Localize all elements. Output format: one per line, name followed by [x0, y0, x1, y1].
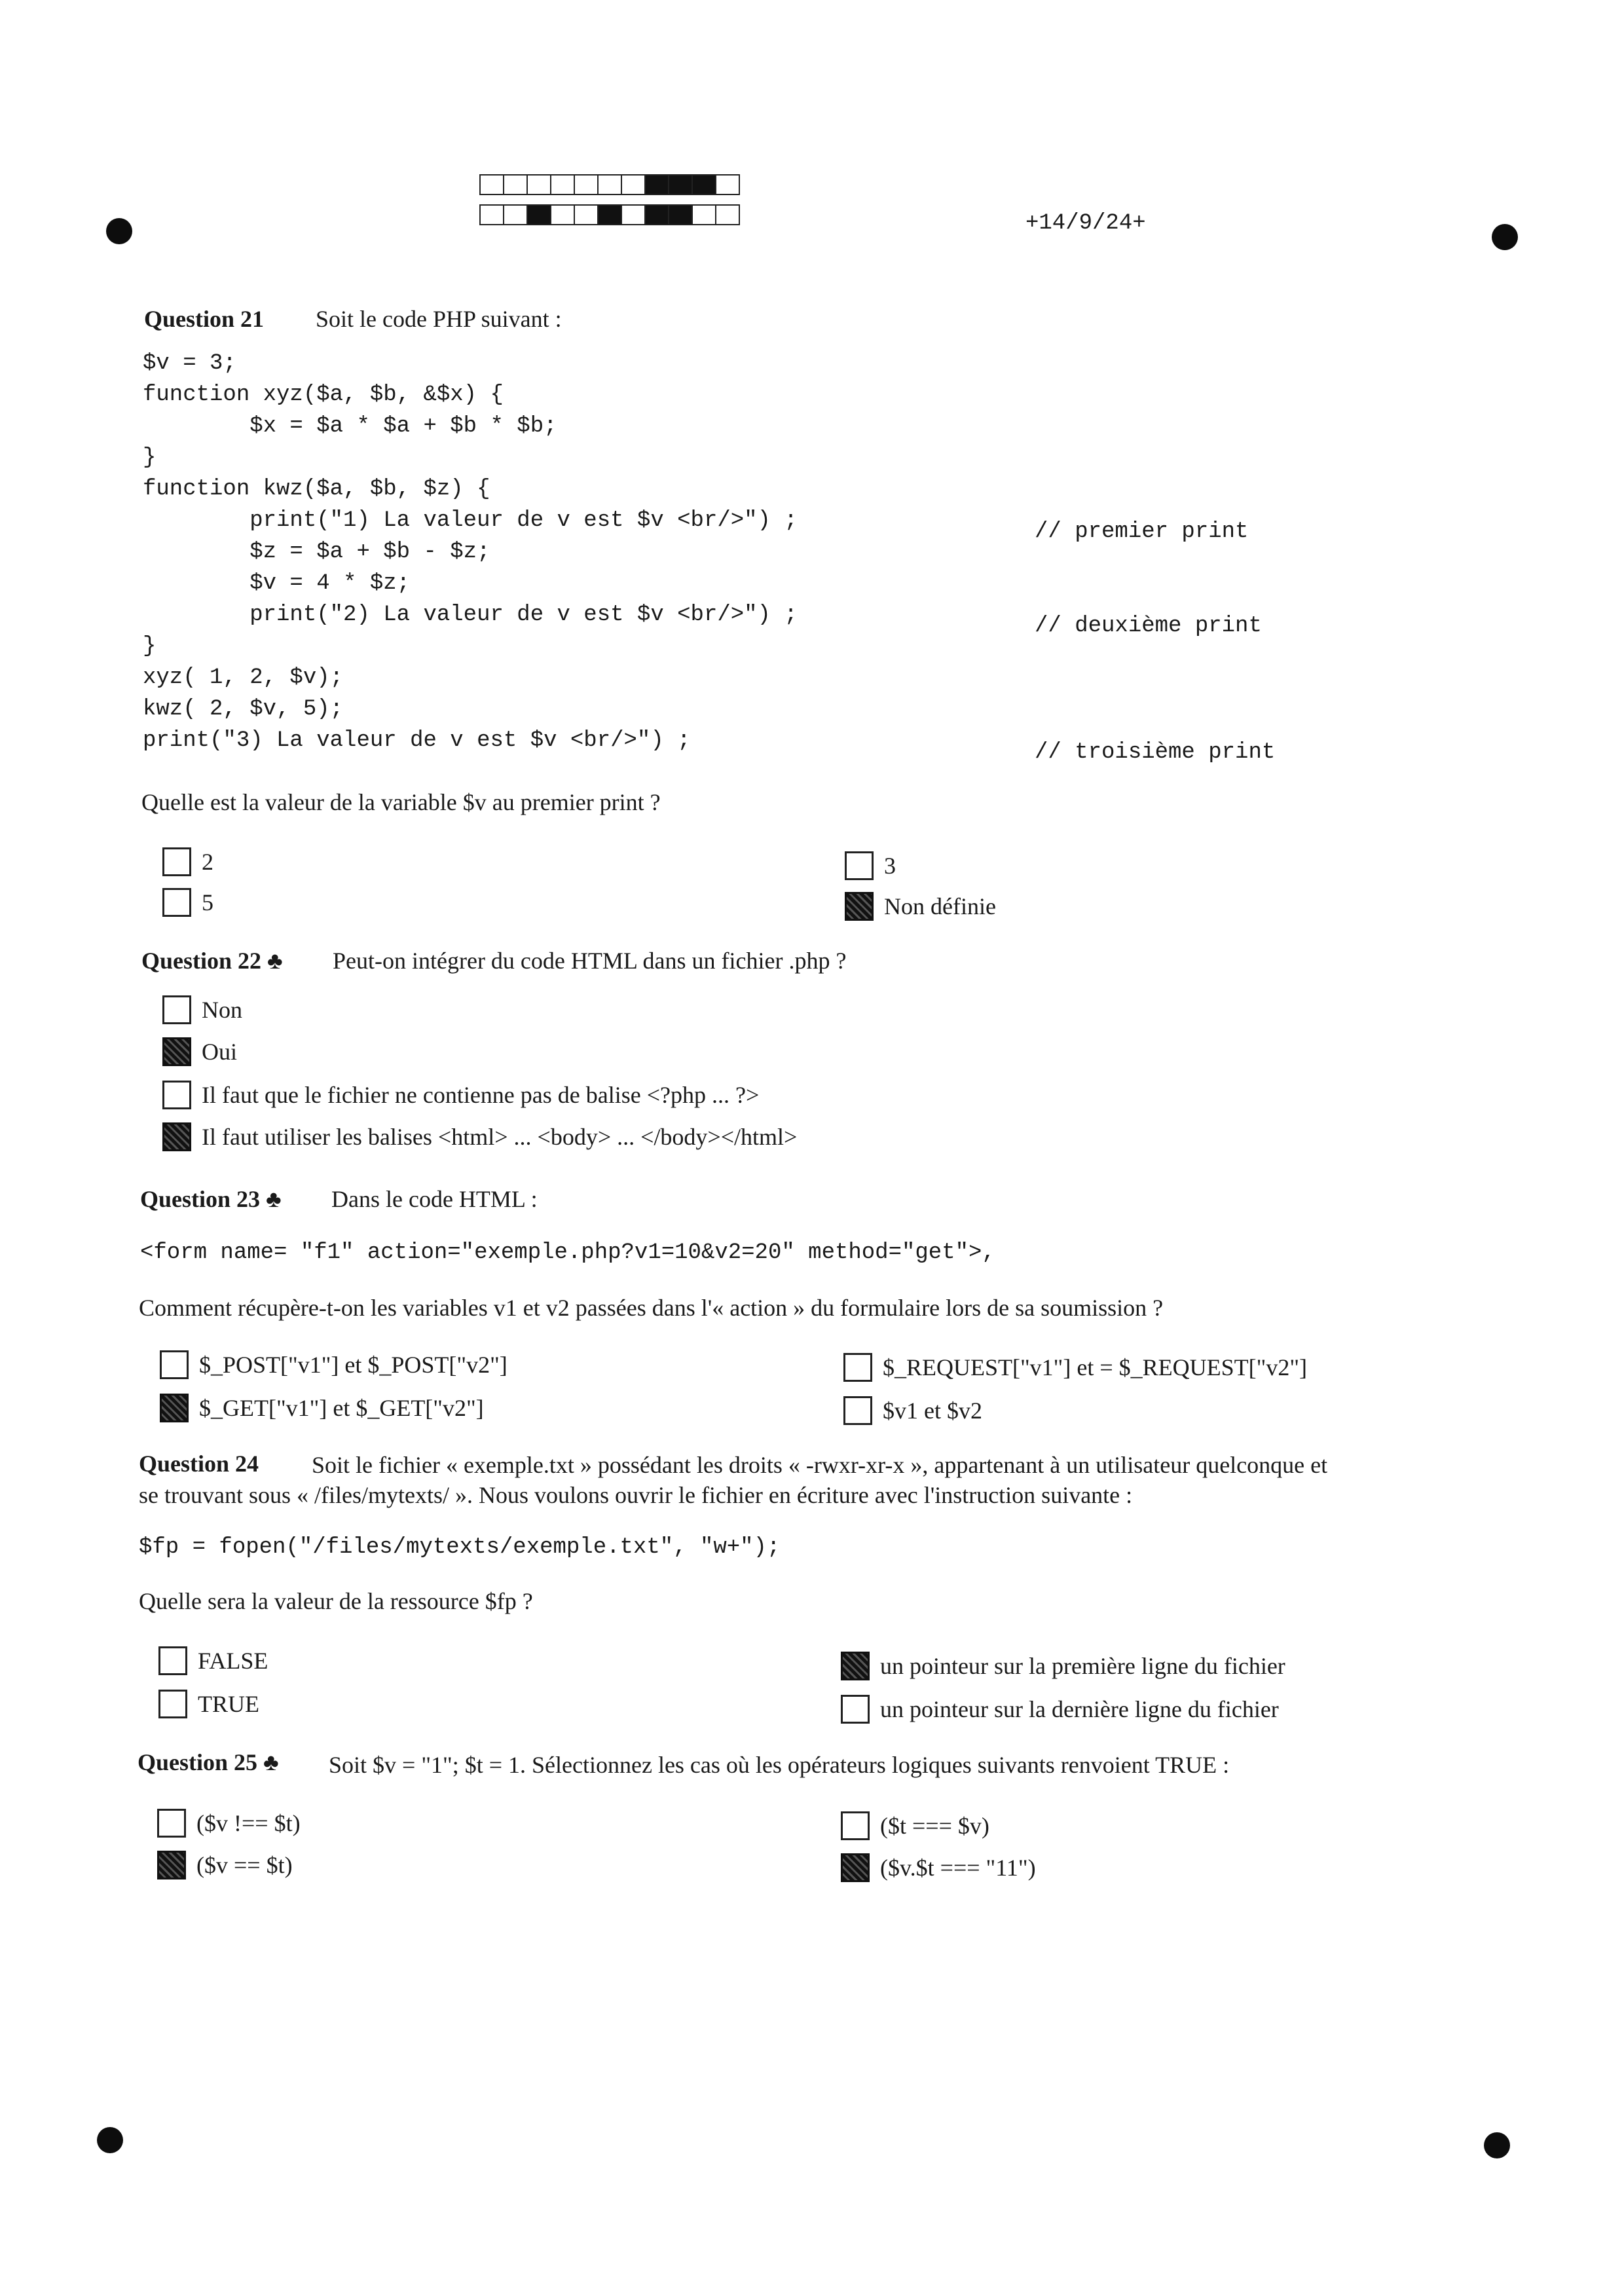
- page-code: +14/9/24+: [1025, 211, 1146, 236]
- q25-label: Question 25 ♣: [138, 1749, 279, 1775]
- code-line: function xyz($a, $b, &$x) {: [143, 382, 504, 407]
- q21-option-5[interactable]: [162, 888, 213, 917]
- q25-option-concat[interactable]: [841, 1853, 1036, 1882]
- q24-question: Quelle sera la valeur de la ressource $fp ?: [139, 1588, 533, 1614]
- registration-mark-bottom-left: [97, 2127, 123, 2153]
- q25-option-not-identical[interactable]: [157, 1809, 301, 1838]
- checkbox[interactable]: [162, 1081, 191, 1109]
- checkbox[interactable]: [841, 1652, 870, 1680]
- barcode-cell: [621, 204, 646, 225]
- q24-code: $fp = fopen("/files/mytexts/exemple.txt", "w+");: [139, 1535, 781, 1560]
- barcode-cell: [574, 204, 599, 225]
- checkbox[interactable]: [162, 1037, 191, 1066]
- q22-option-balise-php[interactable]: [162, 1081, 759, 1109]
- q23-text: Dans le code HTML :: [331, 1186, 538, 1212]
- q25-option-equal[interactable]: [157, 1851, 293, 1879]
- q22-option-non[interactable]: [162, 995, 242, 1024]
- q22-label: Question 22 ♣: [141, 948, 283, 974]
- q21-question: Quelle est la valeur de la variable $v au premier print ?: [141, 789, 661, 815]
- q24-option-false[interactable]: [158, 1646, 268, 1675]
- option-label: Il faut que le fichier ne contienne pas de balise <?php ... ?>: [202, 1082, 760, 1108]
- q23-option-vars[interactable]: [843, 1396, 982, 1425]
- code-line: $v = 4 * $z;: [143, 571, 411, 596]
- q23-option-get[interactable]: [160, 1394, 484, 1422]
- barcode-cell: [597, 174, 622, 195]
- checkbox[interactable]: [841, 1695, 870, 1724]
- q25-text: Soit $v = "1"; $t = 1. Sélectionnez les cas où les opérateurs logiques suivants renvoient TRUE :: [329, 1752, 1230, 1778]
- option-label: ($v == $t): [196, 1852, 293, 1878]
- option-label: TRUE: [198, 1691, 259, 1717]
- barcode-cell: [668, 174, 693, 195]
- checkbox[interactable]: [843, 1353, 872, 1382]
- q22-text: Peut-on intégrer du code HTML dans un fichier .php ?: [333, 948, 847, 974]
- barcode-row-top: [479, 174, 739, 195]
- code-line: print("3) La valeur de v est $v <br/>") ;: [143, 728, 691, 753]
- option-label: un pointeur sur la première ligne du fichier: [880, 1653, 1285, 1679]
- barcode-cell: [574, 174, 599, 195]
- q21-text: Soit le code PHP suivant :: [316, 306, 562, 332]
- barcode-cell: [668, 204, 693, 225]
- q25-option-identical[interactable]: [841, 1811, 989, 1840]
- code-line: $v = 3;: [143, 351, 236, 376]
- checkbox[interactable]: [160, 1350, 189, 1379]
- q24-label: Question 24: [139, 1451, 259, 1477]
- option-label: $_POST["v1"] et $_POST["v2"]: [199, 1352, 507, 1378]
- code-line: }: [143, 634, 157, 659]
- q21-comment-deuxieme: // deuxième print: [1035, 614, 1262, 639]
- option-label: $_GET["v1"] et $_GET["v2"]: [199, 1395, 484, 1421]
- code-line: }: [143, 445, 157, 470]
- option-label: ($v.$t === "11"): [880, 1855, 1036, 1881]
- option-label: 5: [202, 889, 213, 916]
- checkbox[interactable]: [162, 995, 191, 1024]
- q22-option-balises-html[interactable]: [162, 1122, 797, 1151]
- q23-question: Comment récupère-t-on les variables v1 et v2 passées dans l'« action » du formulaire lors de sa soumission ?: [139, 1295, 1164, 1321]
- checkbox[interactable]: [157, 1851, 186, 1879]
- option-label: Oui: [202, 1039, 237, 1065]
- barcode-cell: [644, 204, 669, 225]
- barcode-cell: [526, 174, 551, 195]
- q23-code: <form name= "f1" action="exemple.php?v1=10&v2=20" method="get">,: [140, 1240, 995, 1265]
- barcode-cell: [715, 204, 740, 225]
- barcode-cell: [550, 174, 575, 195]
- q21-option-non-definie[interactable]: [845, 892, 996, 921]
- q21-option-3[interactable]: [845, 851, 896, 880]
- registration-mark-top-right: [1492, 224, 1518, 250]
- option-label: $_REQUEST["v1"] et = $_REQUEST["v2"]: [883, 1354, 1308, 1380]
- q22-option-oui[interactable]: [162, 1037, 237, 1066]
- barcode-cell: [503, 204, 528, 225]
- barcode-cell: [503, 174, 528, 195]
- checkbox[interactable]: [158, 1690, 187, 1718]
- checkbox[interactable]: [841, 1853, 870, 1882]
- checkbox[interactable]: [845, 892, 874, 921]
- option-label: Non définie: [884, 893, 996, 919]
- option-label: 3: [884, 853, 896, 879]
- code-line: xyz( 1, 2, $v);: [143, 665, 344, 690]
- code-line: print("2) La valeur de v est $v <br/>") ;: [143, 602, 798, 627]
- option-label: ($t === $v): [880, 1813, 989, 1839]
- barcode-cell: [621, 174, 646, 195]
- checkbox[interactable]: [162, 1122, 191, 1151]
- checkbox[interactable]: [158, 1646, 187, 1675]
- registration-mark-top-left: [106, 218, 132, 244]
- option-label: Il faut utiliser les balises <html> ... <body> ... </body></html>: [202, 1124, 798, 1150]
- option-label: 2: [202, 849, 213, 875]
- q21-option-2[interactable]: [162, 847, 213, 876]
- code-line: kwz( 2, $v, 5);: [143, 697, 344, 722]
- barcode-cell: [550, 204, 575, 225]
- q24-text-line1: Soit le fichier « exemple.txt » possédant les droits « -rwxr-xr-x », appartenant à un utilisateur quelconque et: [312, 1452, 1328, 1478]
- q23-label: Question 23 ♣: [140, 1186, 282, 1212]
- barcode-cell: [692, 204, 716, 225]
- barcode-cell: [644, 174, 669, 195]
- checkbox[interactable]: [843, 1396, 872, 1425]
- code-line: $x = $a * $a + $b * $b;: [143, 414, 557, 439]
- checkbox[interactable]: [845, 851, 874, 880]
- option-label: $v1 et $v2: [883, 1398, 982, 1424]
- barcode-cell: [715, 174, 740, 195]
- barcode-cell: [692, 174, 716, 195]
- checkbox[interactable]: [162, 847, 191, 876]
- q21-comment-troisieme: // troisième print: [1035, 740, 1276, 765]
- option-label: Non: [202, 997, 242, 1023]
- barcode-cell: [479, 204, 504, 225]
- option-label: ($v !== $t): [196, 1810, 301, 1836]
- code-line: function kwz($a, $b, $z) {: [143, 477, 490, 502]
- q24-option-premiere-ligne[interactable]: [841, 1652, 1285, 1680]
- q24-option-derniere-ligne[interactable]: [841, 1695, 1279, 1724]
- code-line: $z = $a + $b - $z;: [143, 540, 490, 565]
- registration-mark-bottom-right: [1484, 2132, 1510, 2158]
- barcode-row-bottom: [479, 204, 739, 225]
- q23-option-post[interactable]: [160, 1350, 507, 1379]
- option-label: un pointeur sur la dernière ligne du fichier: [880, 1696, 1279, 1722]
- barcode-cell: [526, 204, 551, 225]
- q21-comment-premier: // premier print: [1035, 519, 1249, 544]
- option-label: FALSE: [198, 1648, 268, 1674]
- barcode-cell: [479, 174, 504, 195]
- checkbox[interactable]: [157, 1809, 186, 1838]
- barcode-cell: [597, 204, 622, 225]
- q24-text-line2: se trouvant sous « /files/mytexts/ ». Nous voulons ouvrir le fichier en écriture avec l'instruction suivante :: [139, 1482, 1133, 1508]
- checkbox[interactable]: [160, 1394, 189, 1422]
- q21-label: Question 21: [144, 306, 265, 332]
- checkbox[interactable]: [841, 1811, 870, 1840]
- checkbox[interactable]: [162, 888, 191, 917]
- code-line: print("1) La valeur de v est $v <br/>") ;: [143, 508, 798, 533]
- q23-option-request[interactable]: [843, 1353, 1307, 1382]
- q24-option-true[interactable]: [158, 1690, 259, 1718]
